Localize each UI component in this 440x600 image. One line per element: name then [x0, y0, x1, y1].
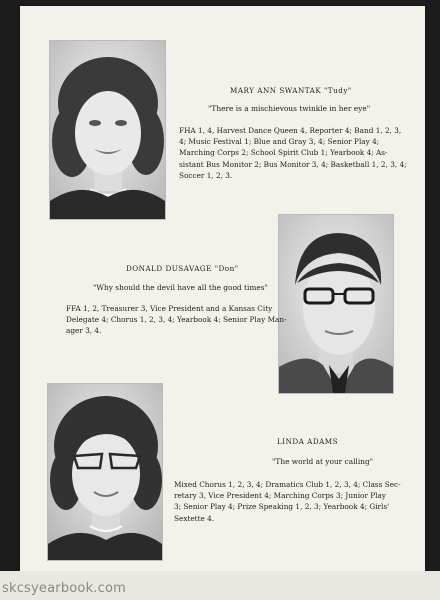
activities-line: Sextette 4.: [174, 513, 215, 523]
activities-line: ager 3, 4.: [66, 326, 102, 336]
activities-line: retary 3, Vice President 4; Marching Corps 3; Junior Play: [174, 491, 386, 501]
activities-line: 3; Senior Play 4; Prize Speaking 1, 2, 3; Yearbook 4; Girls': [174, 502, 390, 512]
portrait-photo-mary-ann-swantak: [49, 40, 166, 220]
activities-line: 4; Music Festival 1; Blue and Gray 3, 4; Senior Play 4;: [179, 137, 380, 147]
activities-line: Marching Corps 2; School Spirit Club 1; Yearbook 4; As-: [179, 148, 388, 158]
yearbook-page: [20, 6, 425, 571]
student-activities-donald-dusavage: [66, 303, 287, 337]
student-activities-mary-ann-swantak: [179, 125, 407, 181]
student-name-linda-adams: LINDA ADAMS: [277, 437, 339, 446]
portrait-photo-donald-dusavage: [278, 214, 394, 394]
student-quote-donald-dusavage: "Why should the devil have all the good times": [93, 283, 268, 292]
site-watermark: skcsyearbook.com: [2, 581, 127, 596]
activities-line: FFA 1, 2, Treasurer 3, Vice President and a Kansas City: [66, 304, 273, 313]
activities-line: Mixed Chorus 1, 2, 3, 4; Dramatics Club 1, 2, 3, 4; Class Sec-: [174, 480, 401, 489]
activities-line: Delegate 4; Chorus 1, 2, 3, 4; Yearbook 4; Senior Play Man-: [66, 315, 287, 325]
activities-line: Soccer 1, 2, 3.: [179, 170, 233, 180]
student-activities-linda-adams: [174, 479, 401, 524]
portrait-photo-linda-adams: [47, 383, 163, 561]
student-quote-mary-ann-swantak: "There is a mischievous twinkle in her eye": [208, 104, 371, 113]
activities-line: sistant Bus Monitor 2; Bus Monitor 3, 4; Basketball 1, 2, 3, 4;: [179, 159, 407, 169]
activities-line: FHA 1, 4, Harvest Dance Queen 4, Reporter 4; Band 1, 2, 3,: [179, 126, 402, 135]
student-quote-linda-adams: "The world at your calling": [272, 457, 374, 466]
print-mark: •: [54, 544, 59, 552]
student-name-donald-dusavage: DONALD DUSAVAGE "Don": [126, 264, 239, 273]
student-name-mary-ann-swantak: MARY ANN SWANTAK "Tudy": [230, 86, 352, 95]
